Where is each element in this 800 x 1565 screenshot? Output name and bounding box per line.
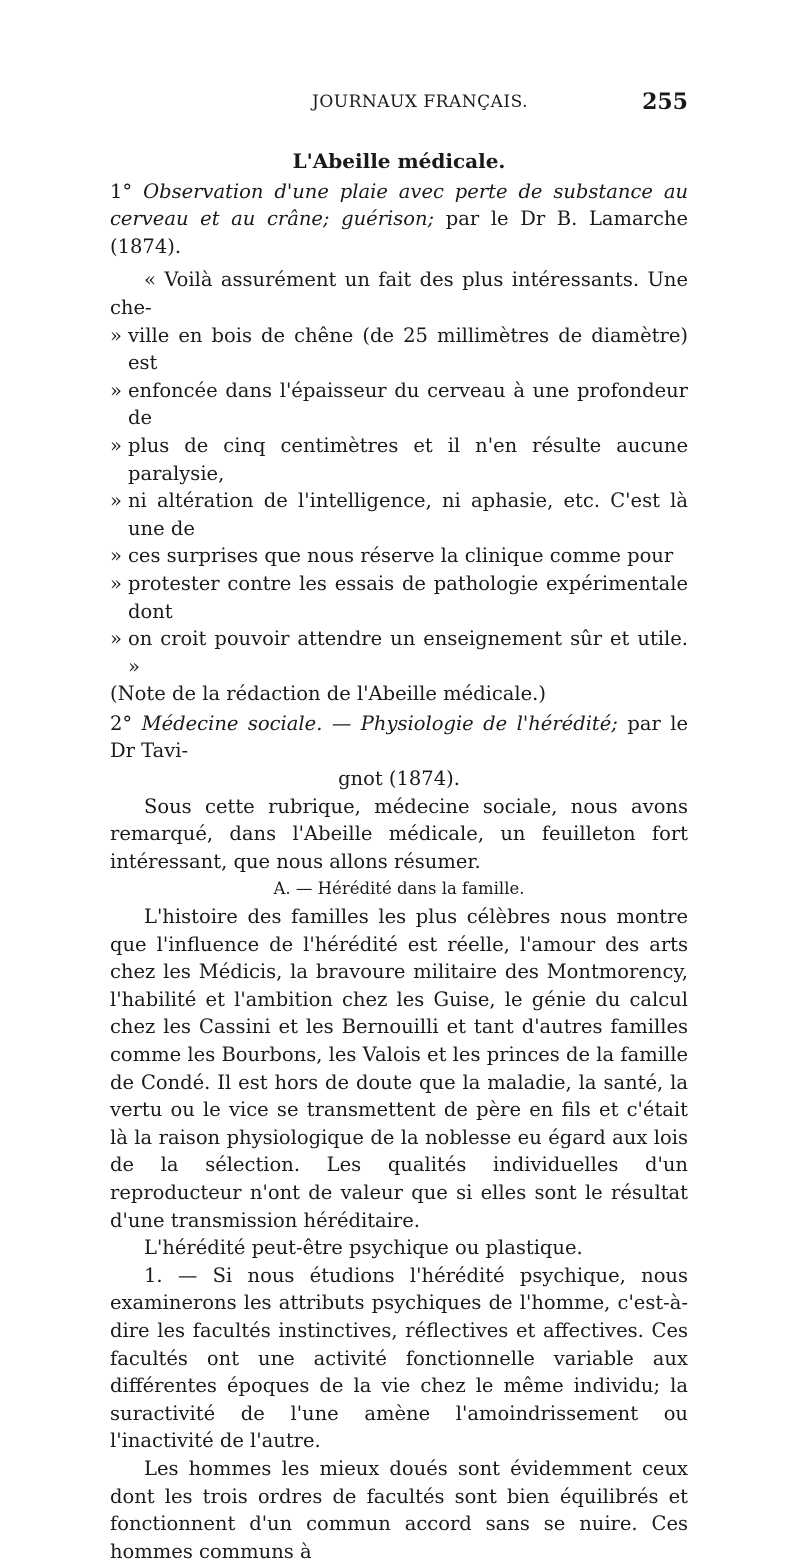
item-2-author-cont: gnot (1874). <box>338 767 460 791</box>
intro-paragraph: Sous cette rubrique, médecine sociale, nous avons remarqué, dans l'Abeille médicale, un feuilleton fort intéressant, que nous allons résumer. <box>110 794 688 873</box>
subheading: A. — Hérédité dans la famille. <box>273 879 525 899</box>
section-title: L'Abeille médicale. <box>292 149 506 173</box>
item-1-author: par le Dr B. Lamarche (1874). <box>110 207 688 258</box>
quotation <box>110 266 688 708</box>
page-number: 255 <box>642 89 688 115</box>
quote-line: « Voilà assurément un fait des plus intéressants. Une che- <box>110 268 688 319</box>
item-2-author: par le Dr Tavi- <box>110 711 689 763</box>
paragraph: L'histoire des familles les plus célèbres nous montre que l'influence de l'hérédité est réelle, l'amour des arts chez les Médicis, la bravoure militaire des Montmorency, l'habilité et l'ambition chez les Guise, le génie du calcul chez les Cassini et les Bernouilli et tant d'autres familles comme les Bourbons, les Valois et les princes de la famille de Condé. Il est hors de doute que la maladie, la santé, la vertu ou le vice se transmettent de père en fils et c'était là la raison physiologique de la noblesse eu égard aux lois de la sélection. Les qualités individuelles d'un reproducteur n'ont de valeur que si elles sont le résultat d'une transmission héréditaire. <box>110 905 688 1232</box>
quote-line: » ni altération de l'intelligence, ni aphasie, etc. C'est là une de <box>110 489 688 540</box>
quote-line: » on croit pouvoir attendre un enseignement sûr et utile. » <box>110 627 688 678</box>
quote-line: » enfoncée dans l'épaisseur du cerveau à une profondeur de <box>110 378 688 430</box>
quote-note: (Note de la rédaction de l'Abeille médicale.) <box>110 682 546 706</box>
quote-line: » ville en bois de chêne (de 25 millimètres de diamètre) est <box>110 323 688 375</box>
running-header <box>110 89 688 122</box>
quote-line: » plus de cinq centimètres et il n'en résulte aucune paralysie, <box>110 433 688 485</box>
item-2-number: 2° <box>110 711 133 735</box>
paragraph: 1. — Si nous étudions l'hérédité psychique, nous examinerons les attributs psychiques de l'homme, c'est-à-dire les facultés instinctives, réflectives et affectives. Ces facultés ont une activité fonctionnelle variable aux différentes époques de la vie chez le même individu; la suractivité de l'une amène l'amoindrissement ou l'inactivité de l'autre. <box>110 1263 688 1453</box>
paragraph: L'hérédité peut-être psychique ou plastique. <box>144 1236 583 1260</box>
quote-line: » protester contre les essais de pathologie expérimentale dont <box>110 571 688 623</box>
item-1-heading <box>110 178 688 261</box>
page-body <box>110 148 688 1565</box>
paragraph: Les hommes les mieux doués sont évidemment ceux dont les trois ordres de facultés sont bien équilibrés et fonctionnent d'un commun accord sans se nuire. Ces hommes communs à <box>110 1456 688 1563</box>
item-1-number: 1° <box>110 179 133 203</box>
item-1-title: Observation d'une plaie avec perte de substance au cerveau et au crâne; guérison; <box>110 179 689 231</box>
quote-line: » ces surprises que nous réserve la clinique comme pour <box>110 544 674 568</box>
item-2-heading <box>110 710 688 765</box>
running-title: JOURNAUX FRANÇAIS. <box>312 92 529 112</box>
item-2-rubric: Médecine sociale. — Physiologie de l'hérédité; <box>141 711 618 735</box>
